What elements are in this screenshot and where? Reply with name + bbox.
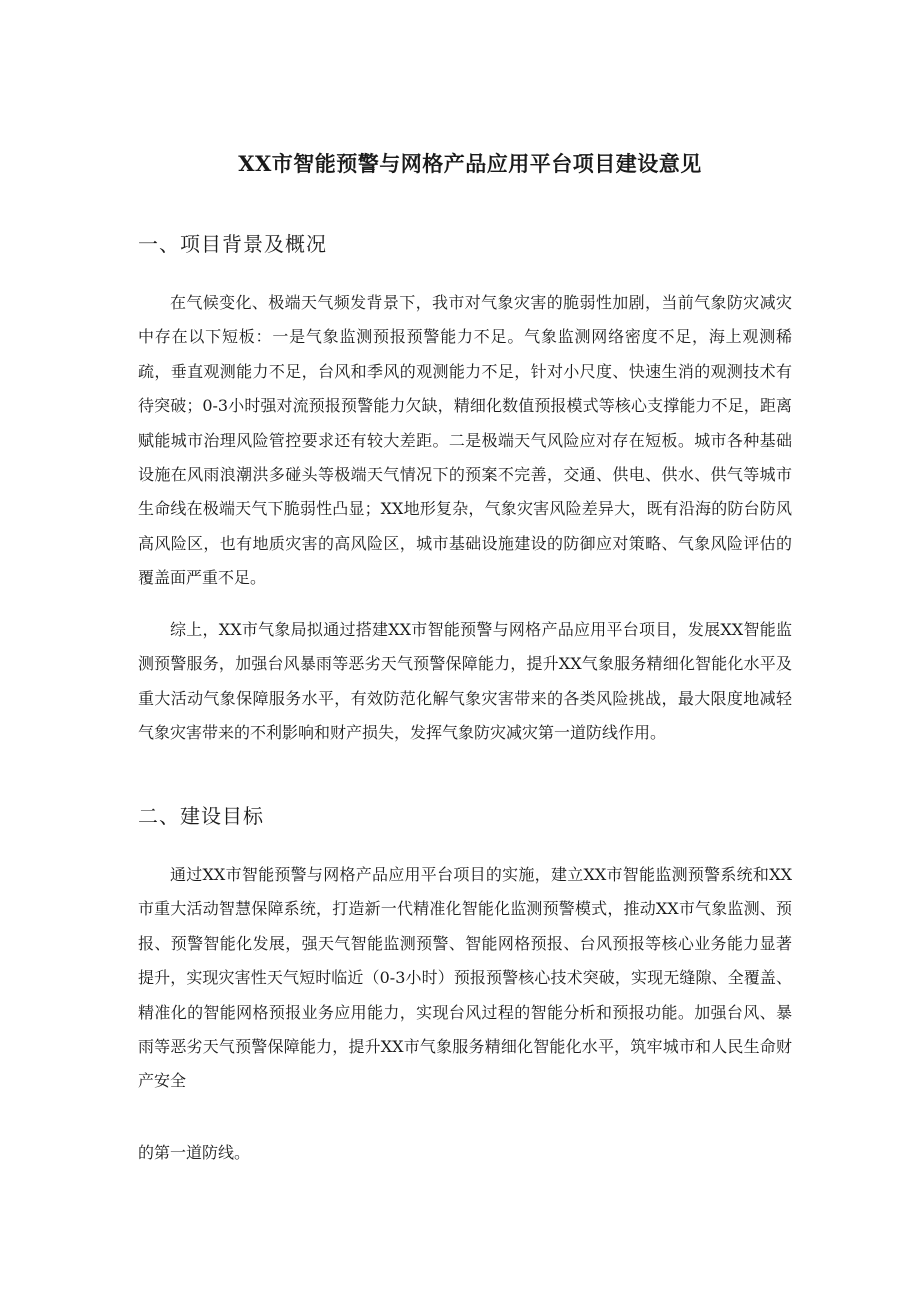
paragraph-goals-continuation: 的第一道防线。: [138, 1143, 251, 1162]
paragraph-background-summary: 综上，XX市气象局拟通过搭建XX市智能预警与网格产品应用平台项目，发展XX智能监测预警服务，加强台风暴雨等恶劣天气预警保障能力，提升XX气象服务精细化智能化水平及重大活动气象保障服务水平，有效防范化解气象灾害带来的各类风险挑战，最大限度地减轻气象灾害带来的不利影响和财产损失，发挥气象防灾减灾第一道防线作用。: [138, 620, 792, 743]
paragraph-goals: 通过XX市智能预警与网格产品应用平台项目的实施，建立XX市智能监测预警系统和XX市重大活动智慧保障系统，打造新一代精准化智能化监测预警模式，推动XX市气象监测、预报、预警智能化发展，强天气智能监测预警、智能网格预报、台风预报等核心业务能力显著提升，实现灾害性天气短时临近（0-3小时）预报预警核心技术突破，实现无缝隙、全覆盖、精准化的智能网格预报业务应用能力，实现台风过程的智能分析和预报功能。加强台风、暴雨等恶劣天气预警保障能力，提升XX市气象服务精细化智能化水平，筑牢城市和人民生命财产安全: [138, 865, 792, 1091]
section-heading-goals: 二、建设目标: [138, 804, 264, 828]
document-title: XX市智能预警与网格产品应用平台项目建设意见: [238, 151, 702, 176]
paragraph-background-shortcomings: 在气候变化、极端天气频发背景下，我市对气象灾害的脆弱性加剧，当前气象防灾减灾中存在以下短板：一是气象监测预报预警能力不足。气象监测网络密度不足，海上观测稀疏，垂直观测能力不足，台风和季风的观测能力不足，针对小尺度、快速生消的观测技术有待突破；0-3小时强对流预报预警能力欠缺，精细化数值预报模式等核心支撑能力不足，距离赋能城市治理风险管控要求还有较大差距。二是极端天气风险应对存在短板。城市各种基础设施在风雨浪潮洪多碰头等极端天气情况下的预案不完善，交通、供电、供水、供气等城市生命线在极端天气下脆弱性凸显；XX地形复杂，气象灾害风险差异大，既有沿海的防台防风高风险区，也有地质灾害的高风险区，城市基础设施建设的防御应对策略、气象风险评估的覆盖面严重不足。: [138, 293, 792, 588]
section-heading-background: 一、项目背景及概况: [138, 232, 327, 256]
